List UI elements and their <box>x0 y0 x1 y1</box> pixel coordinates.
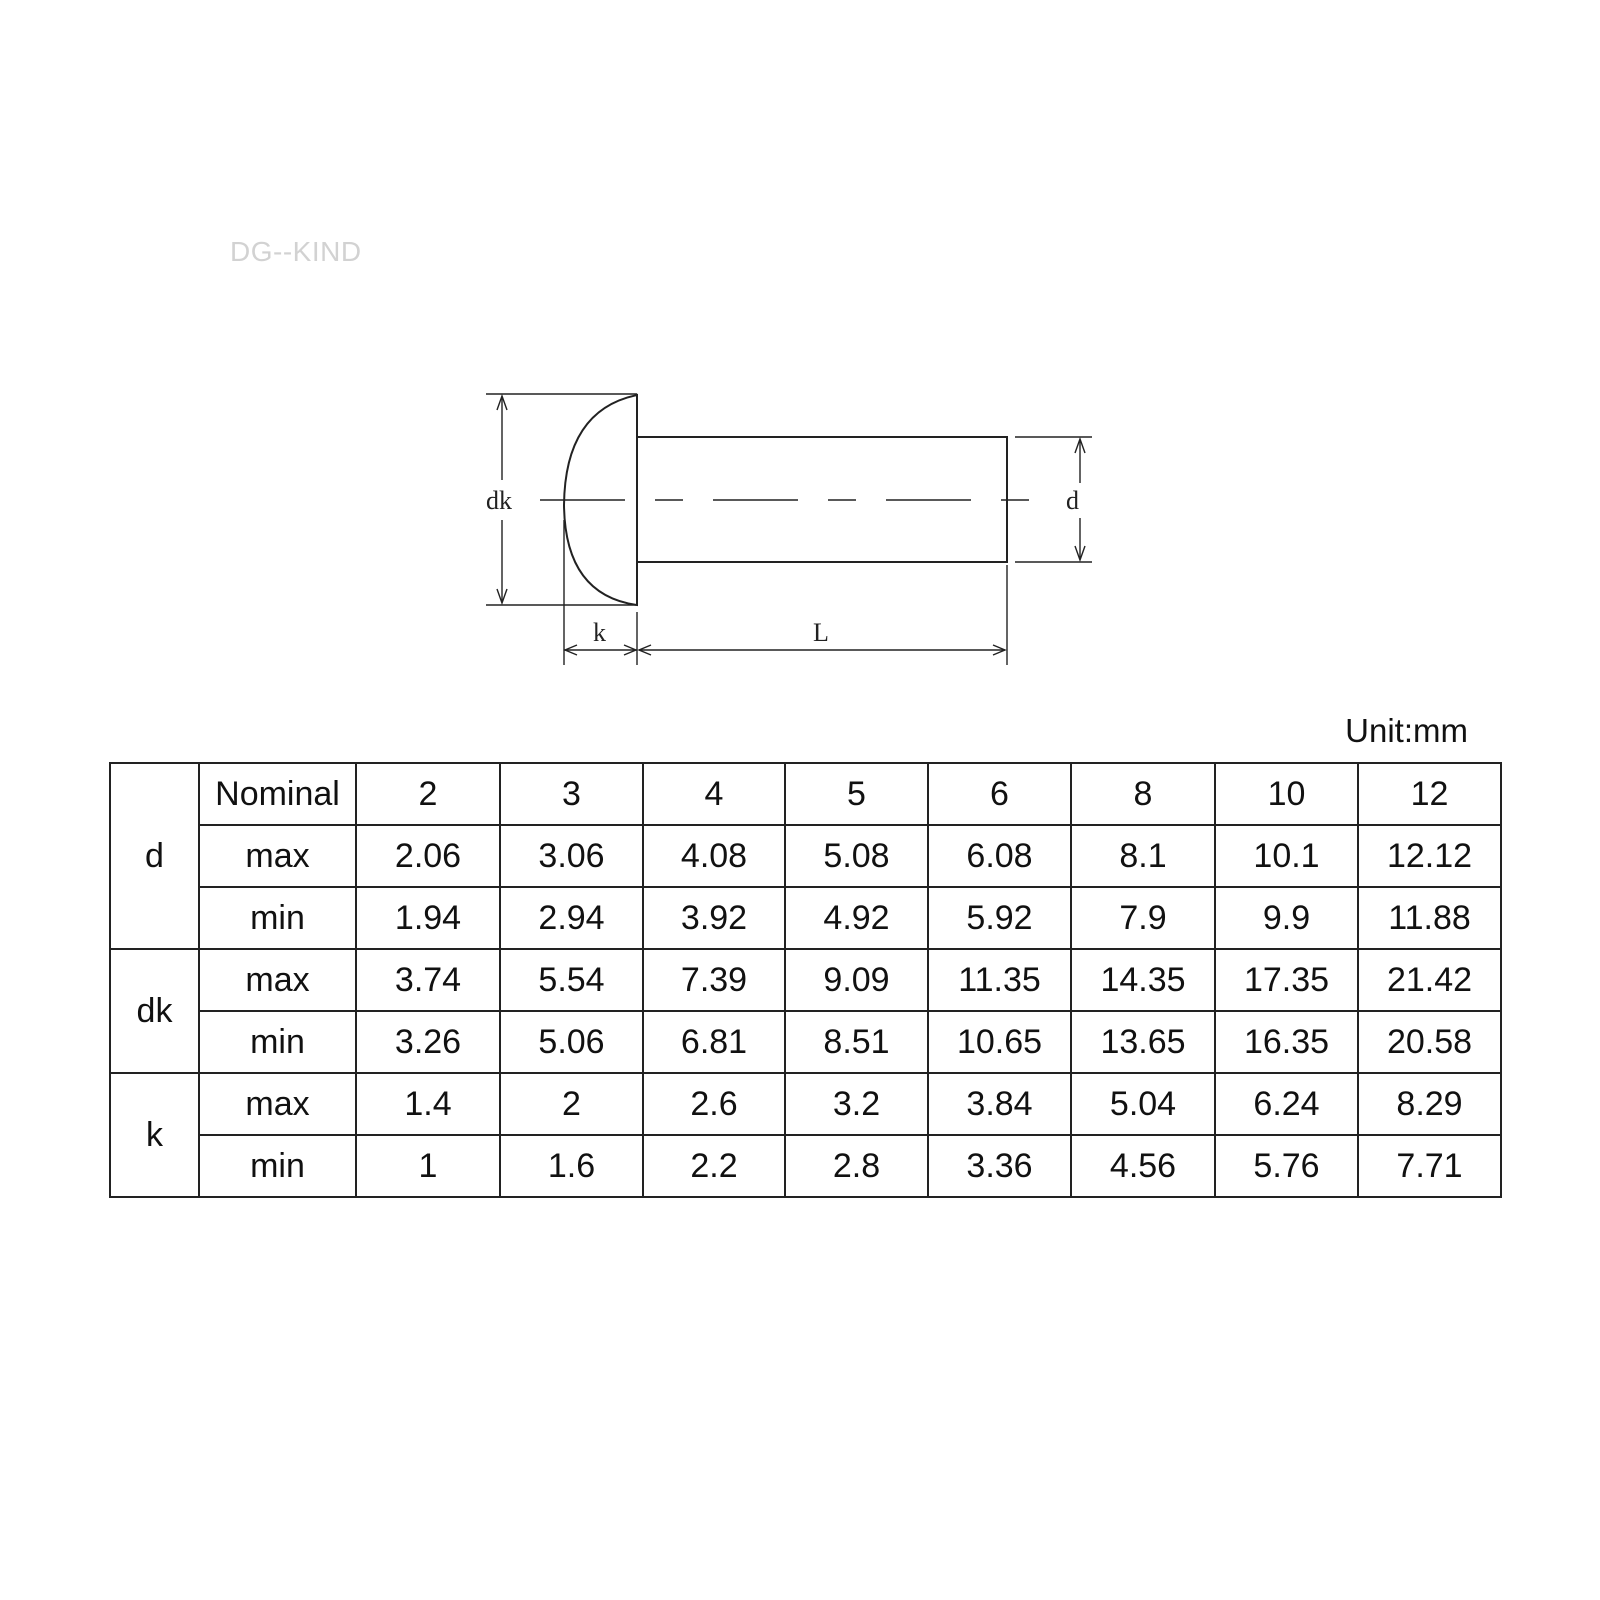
value-cell: 5.54 <box>500 949 643 1011</box>
value-cell: 10.65 <box>928 1011 1071 1073</box>
value-cell: 1.6 <box>500 1135 643 1197</box>
value-cell: 3.92 <box>643 887 785 949</box>
value-cell: 14.35 <box>1071 949 1215 1011</box>
value-cell: 1 <box>356 1135 500 1197</box>
group-cell-d: d <box>110 763 199 949</box>
header-label-nominal: Nominal <box>199 763 356 825</box>
rivet-drawing <box>0 0 1600 720</box>
group-cell-dk: dk <box>110 949 199 1073</box>
value-cell: 1.4 <box>356 1073 500 1135</box>
value-cell: 7.39 <box>643 949 785 1011</box>
value-cell: 9.9 <box>1215 887 1358 949</box>
value-cell: 2.06 <box>356 825 500 887</box>
value-cell: 1.94 <box>356 887 500 949</box>
value-cell: 3.84 <box>928 1073 1071 1135</box>
table-row <box>110 887 1501 949</box>
value-cell: 11.88 <box>1358 887 1501 949</box>
value-cell: 20.58 <box>1358 1011 1501 1073</box>
value-cell: 5.04 <box>1071 1073 1215 1135</box>
value-cell: 12.12 <box>1358 825 1501 887</box>
value-cell: 8.51 <box>785 1011 928 1073</box>
value-cell: 7.71 <box>1358 1135 1501 1197</box>
value-cell: 4.92 <box>785 887 928 949</box>
value-cell: 7.9 <box>1071 887 1215 949</box>
unit-label: Unit:mm <box>1345 712 1468 749</box>
value-cell: 8.29 <box>1358 1073 1501 1135</box>
value-cell: 5.06 <box>500 1011 643 1073</box>
watermark: DG--KIND <box>230 236 362 267</box>
nominal-size-cell: 3 <box>500 763 643 825</box>
value-cell: 3.06 <box>500 825 643 887</box>
value-cell: 2.94 <box>500 887 643 949</box>
table-row <box>110 1011 1501 1073</box>
spec-table <box>109 762 1502 1198</box>
value-cell: 8.1 <box>1071 825 1215 887</box>
nominal-size-cell: 12 <box>1358 763 1501 825</box>
value-cell: 17.35 <box>1215 949 1358 1011</box>
label-d: d <box>1066 486 1079 515</box>
table-row <box>110 1073 1501 1135</box>
nominal-size-cell: 2 <box>356 763 500 825</box>
nominal-size-cell: 5 <box>785 763 928 825</box>
value-cell: 4.56 <box>1071 1135 1215 1197</box>
label-L: L <box>813 618 829 647</box>
row-label-min: min <box>199 887 356 949</box>
value-cell: 16.35 <box>1215 1011 1358 1073</box>
row-label-max: max <box>199 949 356 1011</box>
value-cell: 2.2 <box>643 1135 785 1197</box>
value-cell: 6.24 <box>1215 1073 1358 1135</box>
value-cell: 2 <box>500 1073 643 1135</box>
table-row <box>110 1135 1501 1197</box>
row-label-max: max <box>199 825 356 887</box>
row-label-max: max <box>199 1073 356 1135</box>
table-row-nominal <box>110 763 1501 825</box>
label-dk: dk <box>486 486 512 515</box>
value-cell: 5.08 <box>785 825 928 887</box>
nominal-size-cell: 4 <box>643 763 785 825</box>
value-cell: 2.8 <box>785 1135 928 1197</box>
value-cell: 3.74 <box>356 949 500 1011</box>
group-cell-k: k <box>110 1073 199 1197</box>
value-cell: 9.09 <box>785 949 928 1011</box>
value-cell: 13.65 <box>1071 1011 1215 1073</box>
value-cell: 21.42 <box>1358 949 1501 1011</box>
table-row <box>110 949 1501 1011</box>
row-label-min: min <box>199 1011 356 1073</box>
value-cell: 10.1 <box>1215 825 1358 887</box>
value-cell: 5.92 <box>928 887 1071 949</box>
table-row <box>110 825 1501 887</box>
value-cell: 3.2 <box>785 1073 928 1135</box>
row-label-min: min <box>199 1135 356 1197</box>
value-cell: 3.26 <box>356 1011 500 1073</box>
value-cell: 6.81 <box>643 1011 785 1073</box>
value-cell: 6.08 <box>928 825 1071 887</box>
value-cell: 2.6 <box>643 1073 785 1135</box>
value-cell: 4.08 <box>643 825 785 887</box>
value-cell: 5.76 <box>1215 1135 1358 1197</box>
value-cell: 11.35 <box>928 949 1071 1011</box>
nominal-size-cell: 6 <box>928 763 1071 825</box>
nominal-size-cell: 8 <box>1071 763 1215 825</box>
label-k: k <box>593 618 606 647</box>
nominal-size-cell: 10 <box>1215 763 1358 825</box>
value-cell: 3.36 <box>928 1135 1071 1197</box>
